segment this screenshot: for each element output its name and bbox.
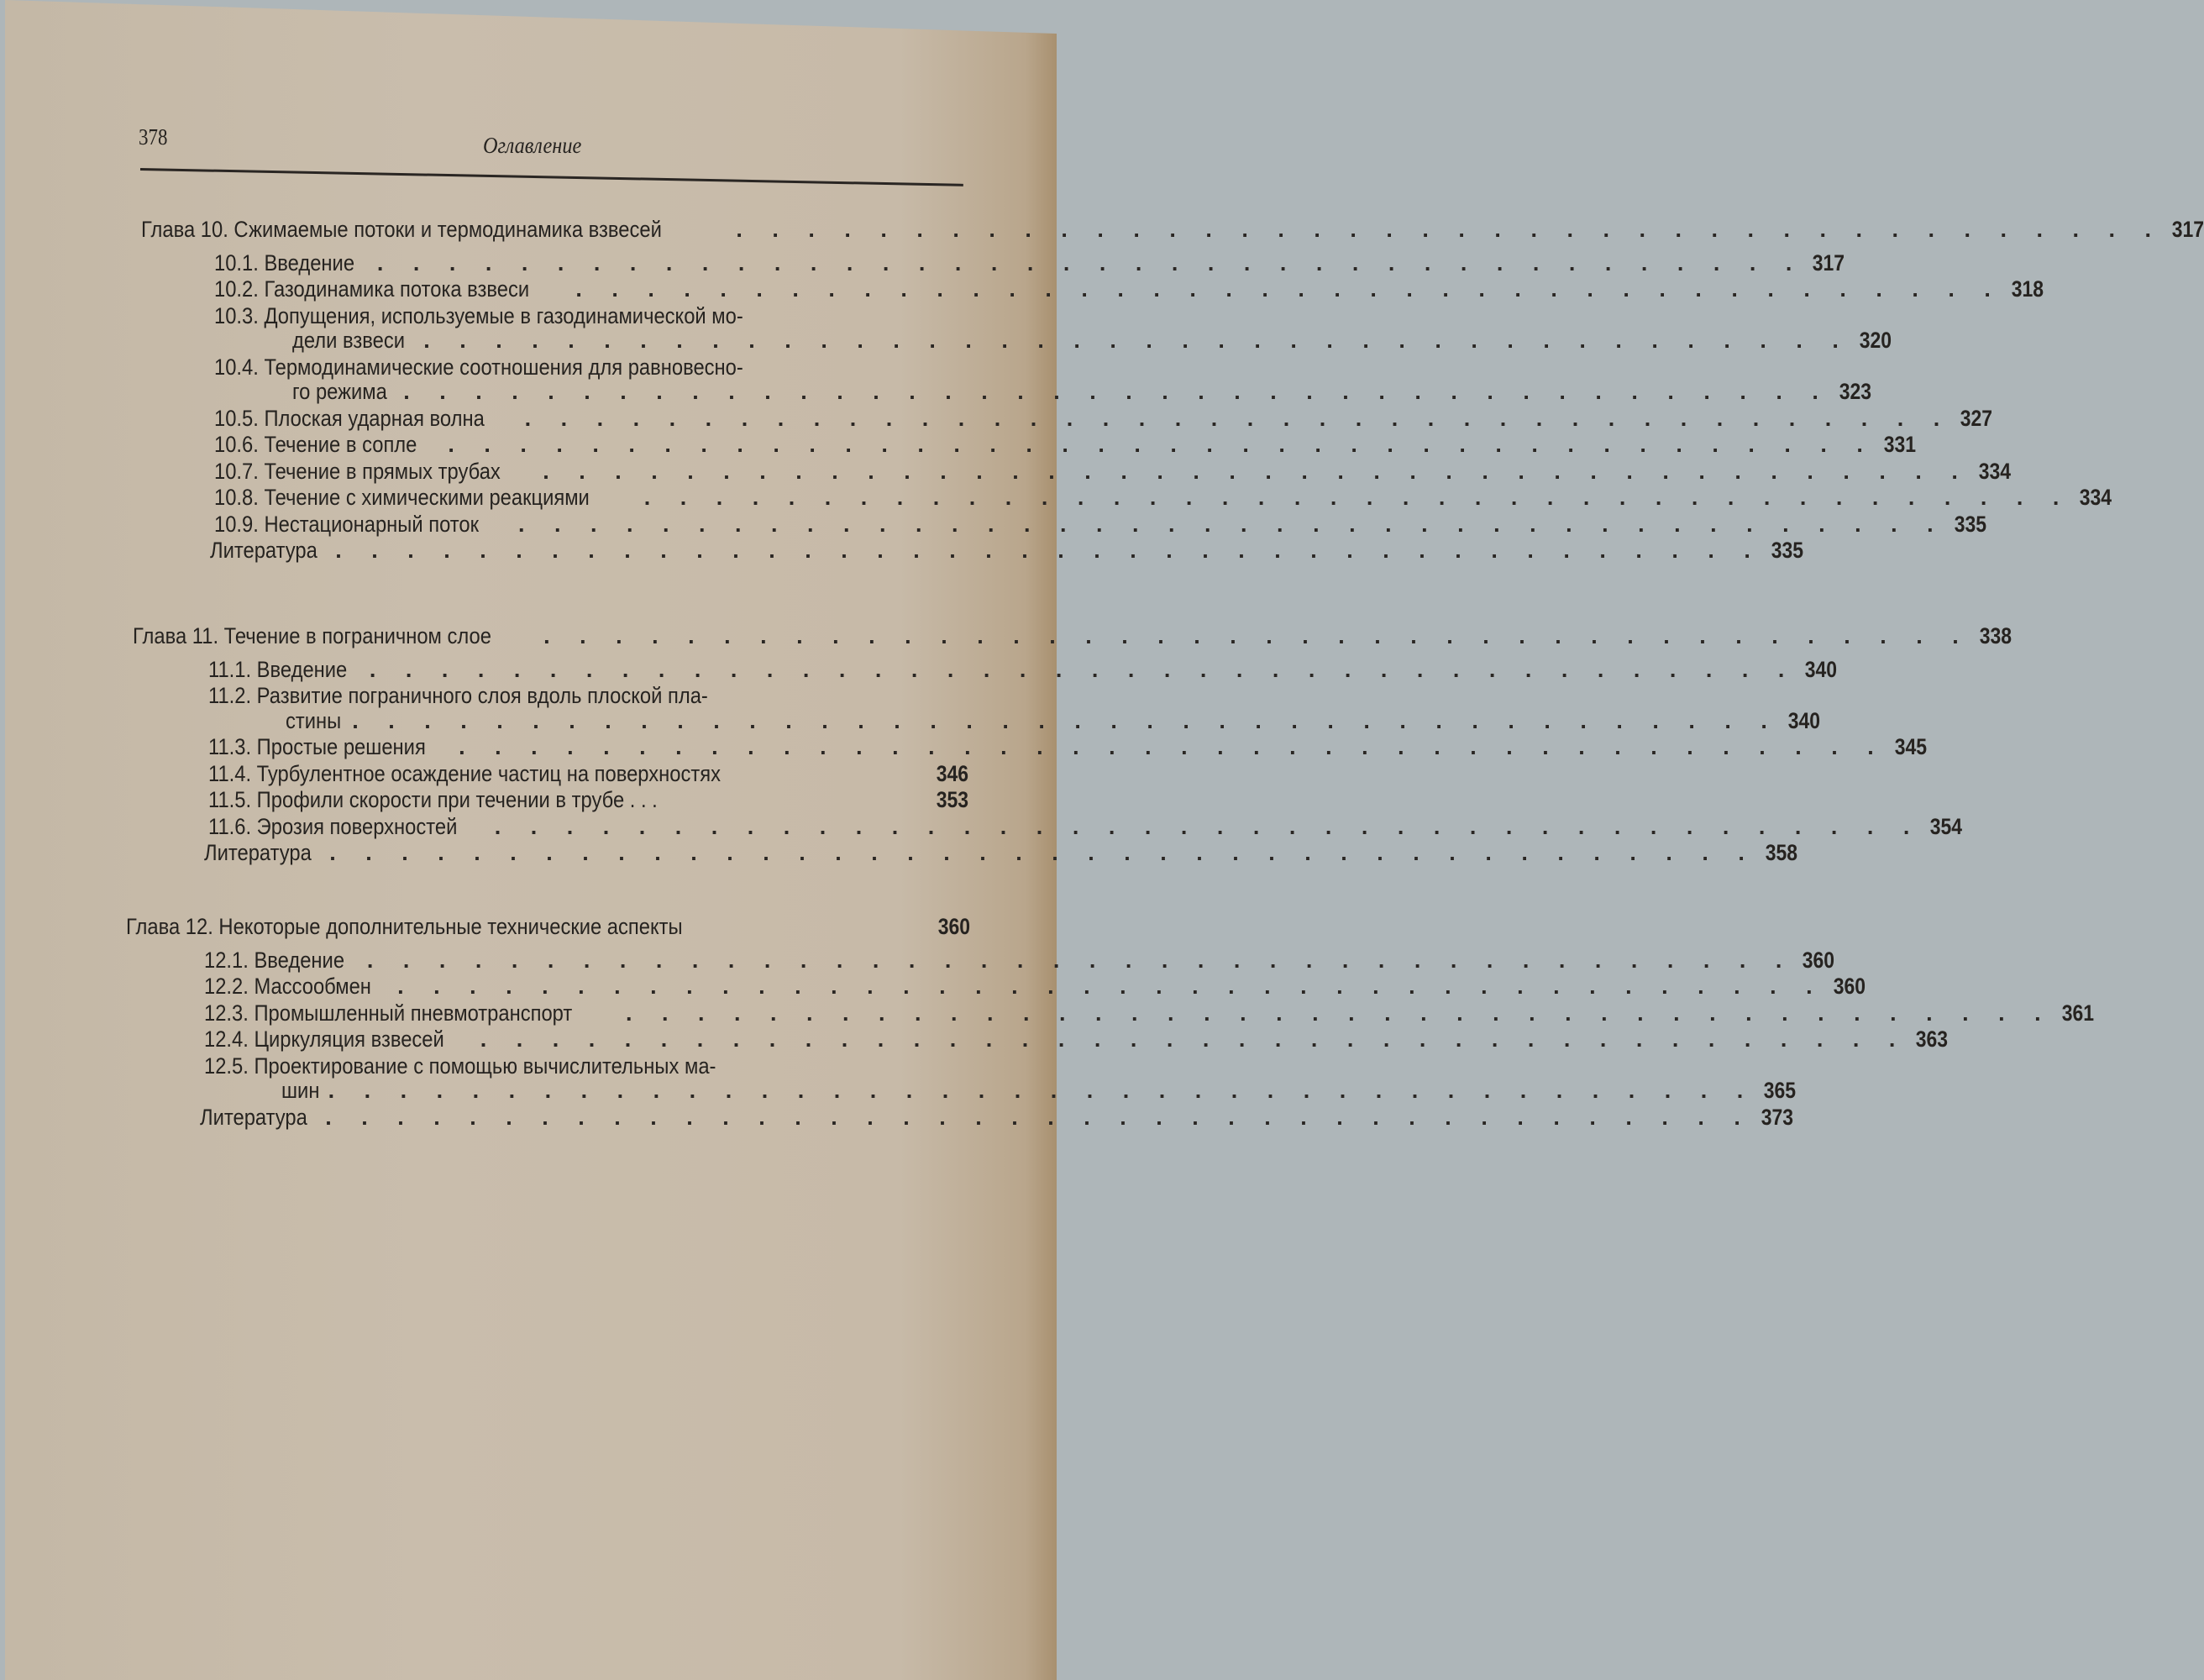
dot-leader: . . . . . . . . . . . . . . . . . . . . . . . . . . . . . . . . . . . . . . . . <box>376 249 1804 276</box>
toc-entry-text: 10.6. Течение в сопле <box>214 432 417 457</box>
toc-entry-text: 11.4. Турбулентное осаждение частиц на поверхностях <box>208 760 721 786</box>
toc-entry-continuation <box>286 707 1820 733</box>
page-ref: 334 <box>2080 485 2112 510</box>
toc-entry <box>204 1000 2094 1026</box>
page-ref: 340 <box>1805 656 1838 682</box>
page-ref: 354 <box>1930 813 1963 839</box>
chapter-heading <box>141 217 2204 242</box>
toc-entry <box>214 485 2112 510</box>
toc-entry <box>214 511 1986 537</box>
page-ref: 318 <box>2011 276 2044 302</box>
dot-leader: . . . . . . . . . . . . . . . . . . . . . . . . . . . . . . . . . . . . . . . . <box>480 1026 1908 1052</box>
toc-entry <box>204 947 1835 973</box>
toc-entry-continuation <box>292 379 1871 404</box>
page-ref: 320 <box>1859 328 1892 353</box>
dot-leader: . . . . . . . . . . . . . . . . . . . . . . . . . . . . . . . . . . . . . . . . <box>626 1000 2053 1026</box>
toc-entry <box>214 405 1993 431</box>
dot-leader: . . . . . . . . . . . . . . . . . . . . . . . . . . . . . . . . . . . . . . . . <box>524 405 1952 431</box>
dot-leader: . . . . . . . . . . . . . . . . . . . . . . . . . . . . . . . . . . . . . . . . <box>328 1078 1755 1103</box>
page-ref: 338 <box>1979 623 2012 648</box>
toc-entry-text: 10.4. Термодинамические соотношения для равновесно- <box>214 354 743 380</box>
page-number: 378 <box>139 124 168 150</box>
toc-entry <box>208 734 1927 759</box>
page-ref: 317 <box>2171 217 2204 242</box>
toc-entry <box>214 249 1845 276</box>
header-rule <box>140 168 963 186</box>
dot-leader: . . . . . . . . . . . . . . . . . . . . . . . . . . . . . . . . . . . . . . . . <box>329 840 1756 865</box>
toc-entry <box>204 840 1797 865</box>
page-ref: 340 <box>1787 707 1820 733</box>
toc-entry-continuation-text: го режима <box>292 379 387 404</box>
chapter-heading-text: Глава 12. Некоторые дополнительные технические аспекты <box>126 914 683 939</box>
toc-entry-continuation-text: стины <box>286 707 342 733</box>
toc-entry-text: Литература <box>204 840 312 865</box>
page-ref: 335 <box>1954 511 1986 537</box>
toc-entry-text: 11.1. Введение <box>208 656 348 682</box>
toc-entry-continuation <box>292 328 1892 353</box>
dot-leader: . . . . . . . . . . . . . . . . . . . . . . . . . . . . . . . . . . . . . . . . <box>575 276 2002 302</box>
page-ref: 345 <box>1894 734 1927 759</box>
toc-entry-text: 12.1. Введение <box>204 947 345 973</box>
dot-leader: . . . . . . . . . . . . . . . . . . . . . . . . . . . . . . . . . . . . . . . . <box>352 707 1779 733</box>
dot-leader: . . . . . . . . . . . . . . . . . . . . . . . . . . . . . . . . . . . . . . . . <box>543 623 1970 648</box>
page-ref: 335 <box>1771 538 1803 563</box>
dot-leader: . . . . . . . . . . . . . . . . . . . . . . . . . . . . . . . . . . . . . . . . <box>448 432 1875 457</box>
dot-leader: . . . . . . . . . . . . . . . . . . . . . . . . . . . . . . . . . . . . . . . . <box>494 813 1922 839</box>
toc-entry <box>208 683 968 708</box>
toc-entry-text: 10.9. Нестационарный поток <box>214 511 480 537</box>
toc-entry <box>204 974 1866 999</box>
page-ref: 360 <box>1803 947 1835 973</box>
toc-entry-text: 10.7. Течение в прямых трубах <box>214 458 501 484</box>
toc-entry <box>208 656 1838 682</box>
toc-entry-text: 11.3. Простые решения <box>208 734 426 759</box>
toc-entry-text: 10.8. Течение с химическими реакциями <box>214 485 590 510</box>
toc-entry <box>208 761 968 786</box>
dot-leader: . . . . . . . . . . . . . . . . . . . . . . . . . . . . . . . . . . . . . . . . <box>543 458 1970 484</box>
toc-entry-text: 11.6. Эрозия поверхностей <box>208 813 458 839</box>
toc-entry <box>214 432 1916 457</box>
toc-entry-text: 12.5. Проектирование с помощью вычислительных ма- <box>204 1053 716 1079</box>
toc-entry <box>214 303 968 328</box>
page-ref: 358 <box>1765 840 1797 865</box>
page-ref: 353 <box>936 787 968 812</box>
toc-entry-continuation-text: шин <box>281 1078 320 1103</box>
toc-entry-text: 10.3. Допущения, используемые в газодинамической мо- <box>214 302 743 328</box>
dot-leader: . . . . . . . . . . . . . . . . . . . . . . . . . . . . . . . . . . . . . . . . <box>518 511 1945 537</box>
dot-leader: . . . . . . . . . . . . . . . . . . . . . . . . . . . . . . . . . . . . . . . . <box>643 485 2071 510</box>
page-ref: 331 <box>1883 432 1916 457</box>
toc-entry-text: Литература <box>210 538 317 563</box>
toc-entry-text: 12.2. Массообмен <box>204 974 371 999</box>
dot-leader: . . . . . . . . . . . . . . . . . . . . . . . . . . . . . . . . . . . . . . . . <box>397 974 1824 999</box>
toc-entry <box>210 538 1803 563</box>
dot-leader: . . . . . . . . . . . . . . . . . . . . . . . . . . . . . . . . . . . . . . . . <box>403 379 1830 404</box>
dot-leader: . . . . . . . . . . . . . . . . . . . . . . . . . . . . . . . . . . . . . . . . <box>335 538 1762 563</box>
toc-entry-text: 12.3. Промышленный пневмотранспорт <box>204 1000 573 1026</box>
toc-entry <box>204 1026 1949 1052</box>
toc-entry-text: 12.4. Циркуляция взвесей <box>204 1026 444 1052</box>
running-title: Оглавление <box>483 133 582 158</box>
page-ref: 361 <box>2061 1000 2094 1026</box>
page-ref: 373 <box>1761 1104 1793 1130</box>
page-ref: 360 <box>937 914 970 939</box>
page-ref: 334 <box>1978 458 2011 484</box>
dot-leader: . . . . . . . . . . . . . . . . . . . . . . . . . . . . . . . . . . . . . . . . <box>369 656 1797 682</box>
page-ref: 365 <box>1764 1078 1797 1103</box>
toc-entry-text: 11.2. Развитие пограничного слоя вдоль плоской пла- <box>208 683 708 708</box>
toc-entry <box>214 458 2011 484</box>
toc-entry-continuation <box>281 1078 1797 1103</box>
toc-entry-continuation-text: дели взвеси <box>292 328 406 353</box>
page-ref: 363 <box>1916 1026 1949 1052</box>
dot-leader: . . . . . . . . . . . . . . . . . . . . . . . . . . . . . . . . . . . . . . . . <box>736 217 2163 242</box>
page-ref: 360 <box>1833 974 1866 999</box>
page-ref: 327 <box>1960 405 1993 431</box>
toc-entry-text: 10.5. Плоская ударная волна <box>214 405 485 431</box>
toc-entry <box>208 813 1963 839</box>
toc-entry <box>208 787 968 812</box>
toc-entry-text: 10.2. Газодинамика потока взвеси <box>214 276 530 302</box>
toc-entry <box>200 1104 1793 1130</box>
chapter-heading-text: Глава 10. Сжимаемые потоки и термодинамика взвесей <box>141 217 662 242</box>
chapter-heading <box>126 914 970 939</box>
running-head <box>139 124 966 158</box>
toc-entry-text: Литература <box>200 1104 307 1130</box>
dot-leader: . . . . . . . . . . . . . . . . . . . . . . . . . . . . . . . . . . . . . . . . <box>459 734 1886 759</box>
page-ref: 346 <box>936 760 968 786</box>
page-ref: 323 <box>1839 379 1871 404</box>
dot-leader: . . . . . . . . . . . . . . . . . . . . . . . . . . . . . . . . . . . . . . . . <box>423 328 1850 353</box>
toc-entry <box>204 1053 970 1079</box>
dot-leader: . . . . . . . . . . . . . . . . . . . . . . . . . . . . . . . . . . . . . . . . <box>325 1104 1752 1130</box>
toc-entry <box>214 276 2044 302</box>
dot-leader: . . . . . . . . . . . . . . . . . . . . . . . . . . . . . . . . . . . . . . . . <box>366 947 1794 973</box>
toc-entry-text: 10.1. Введение <box>214 249 355 276</box>
page-ref: 317 <box>1813 249 1845 276</box>
toc-entry-text: 11.5. Профили скорости при течении в трубе . . . <box>208 787 658 812</box>
toc-entry <box>214 354 968 380</box>
chapter-heading-text: Глава 11. Течение в пограничном слое <box>133 623 491 648</box>
chapter-heading <box>133 623 2012 648</box>
